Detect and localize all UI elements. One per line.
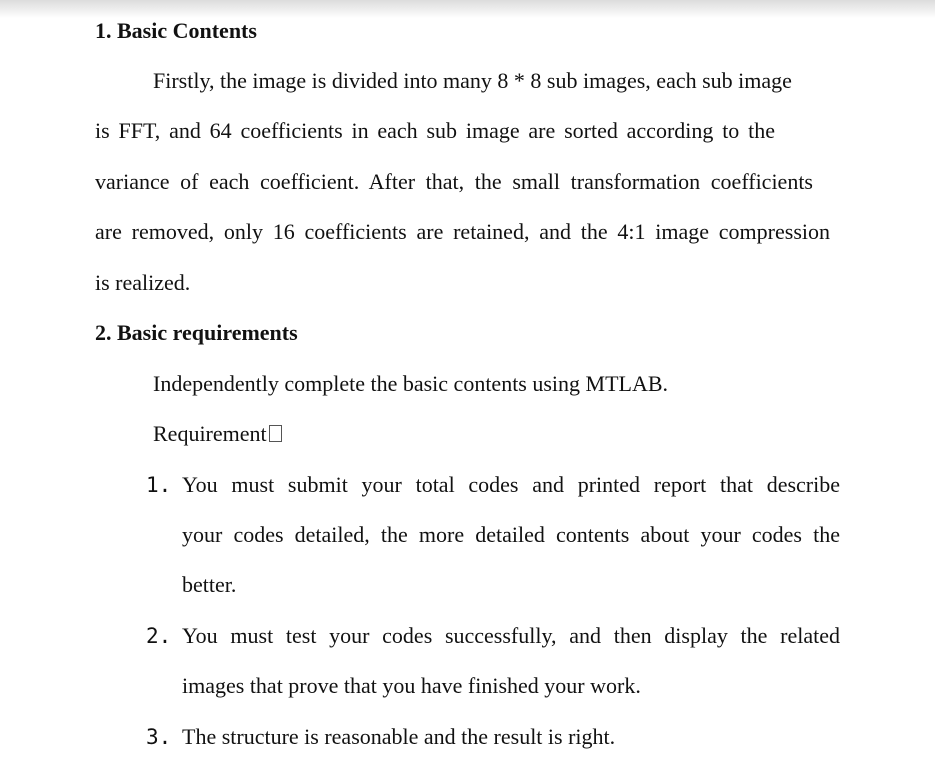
top-shadow-bar — [0, 0, 935, 18]
intro-text: Independently complete the basic contents using MTLAB. — [153, 371, 669, 396]
list-item-number: 2. — [146, 624, 172, 648]
paragraph-line: Firstly, the image is divided into many 8 * 8 sub images, each sub image — [153, 68, 792, 93]
requirement-label: Requirement — [153, 421, 267, 446]
missing-glyph-box-icon — [269, 425, 282, 442]
list-item-line: images that prove that you have finished your work. — [182, 673, 641, 698]
section-1-heading: 1. Basic Contents — [95, 18, 257, 43]
list-item-line: You must submit your total codes and printed report that describe — [182, 472, 840, 497]
list-item-number: 3. — [146, 725, 172, 749]
requirement-label-row — [153, 421, 282, 447]
paragraph-line: is realized. — [95, 270, 191, 295]
paragraph-line: is FFT, and 64 coefficients in each sub image are sorted according to the — [95, 118, 775, 143]
list-item-line: better. — [182, 572, 237, 597]
paragraph-line: variance of each coefficient. After that, the small transformation coefficients — [95, 169, 813, 194]
paragraph-line: are removed, only 16 coefficients are retained, and the 4:1 image compression — [95, 219, 830, 244]
list-item-number: 1. — [146, 473, 172, 497]
list-item-line: your codes detailed, the more detailed contents about your codes the — [182, 522, 840, 547]
section-2-heading: 2. Basic requirements — [95, 320, 298, 345]
list-item-line: You must test your codes successfully, and then display the related — [182, 623, 840, 648]
list-item-line: The structure is reasonable and the result is right. — [182, 724, 616, 749]
